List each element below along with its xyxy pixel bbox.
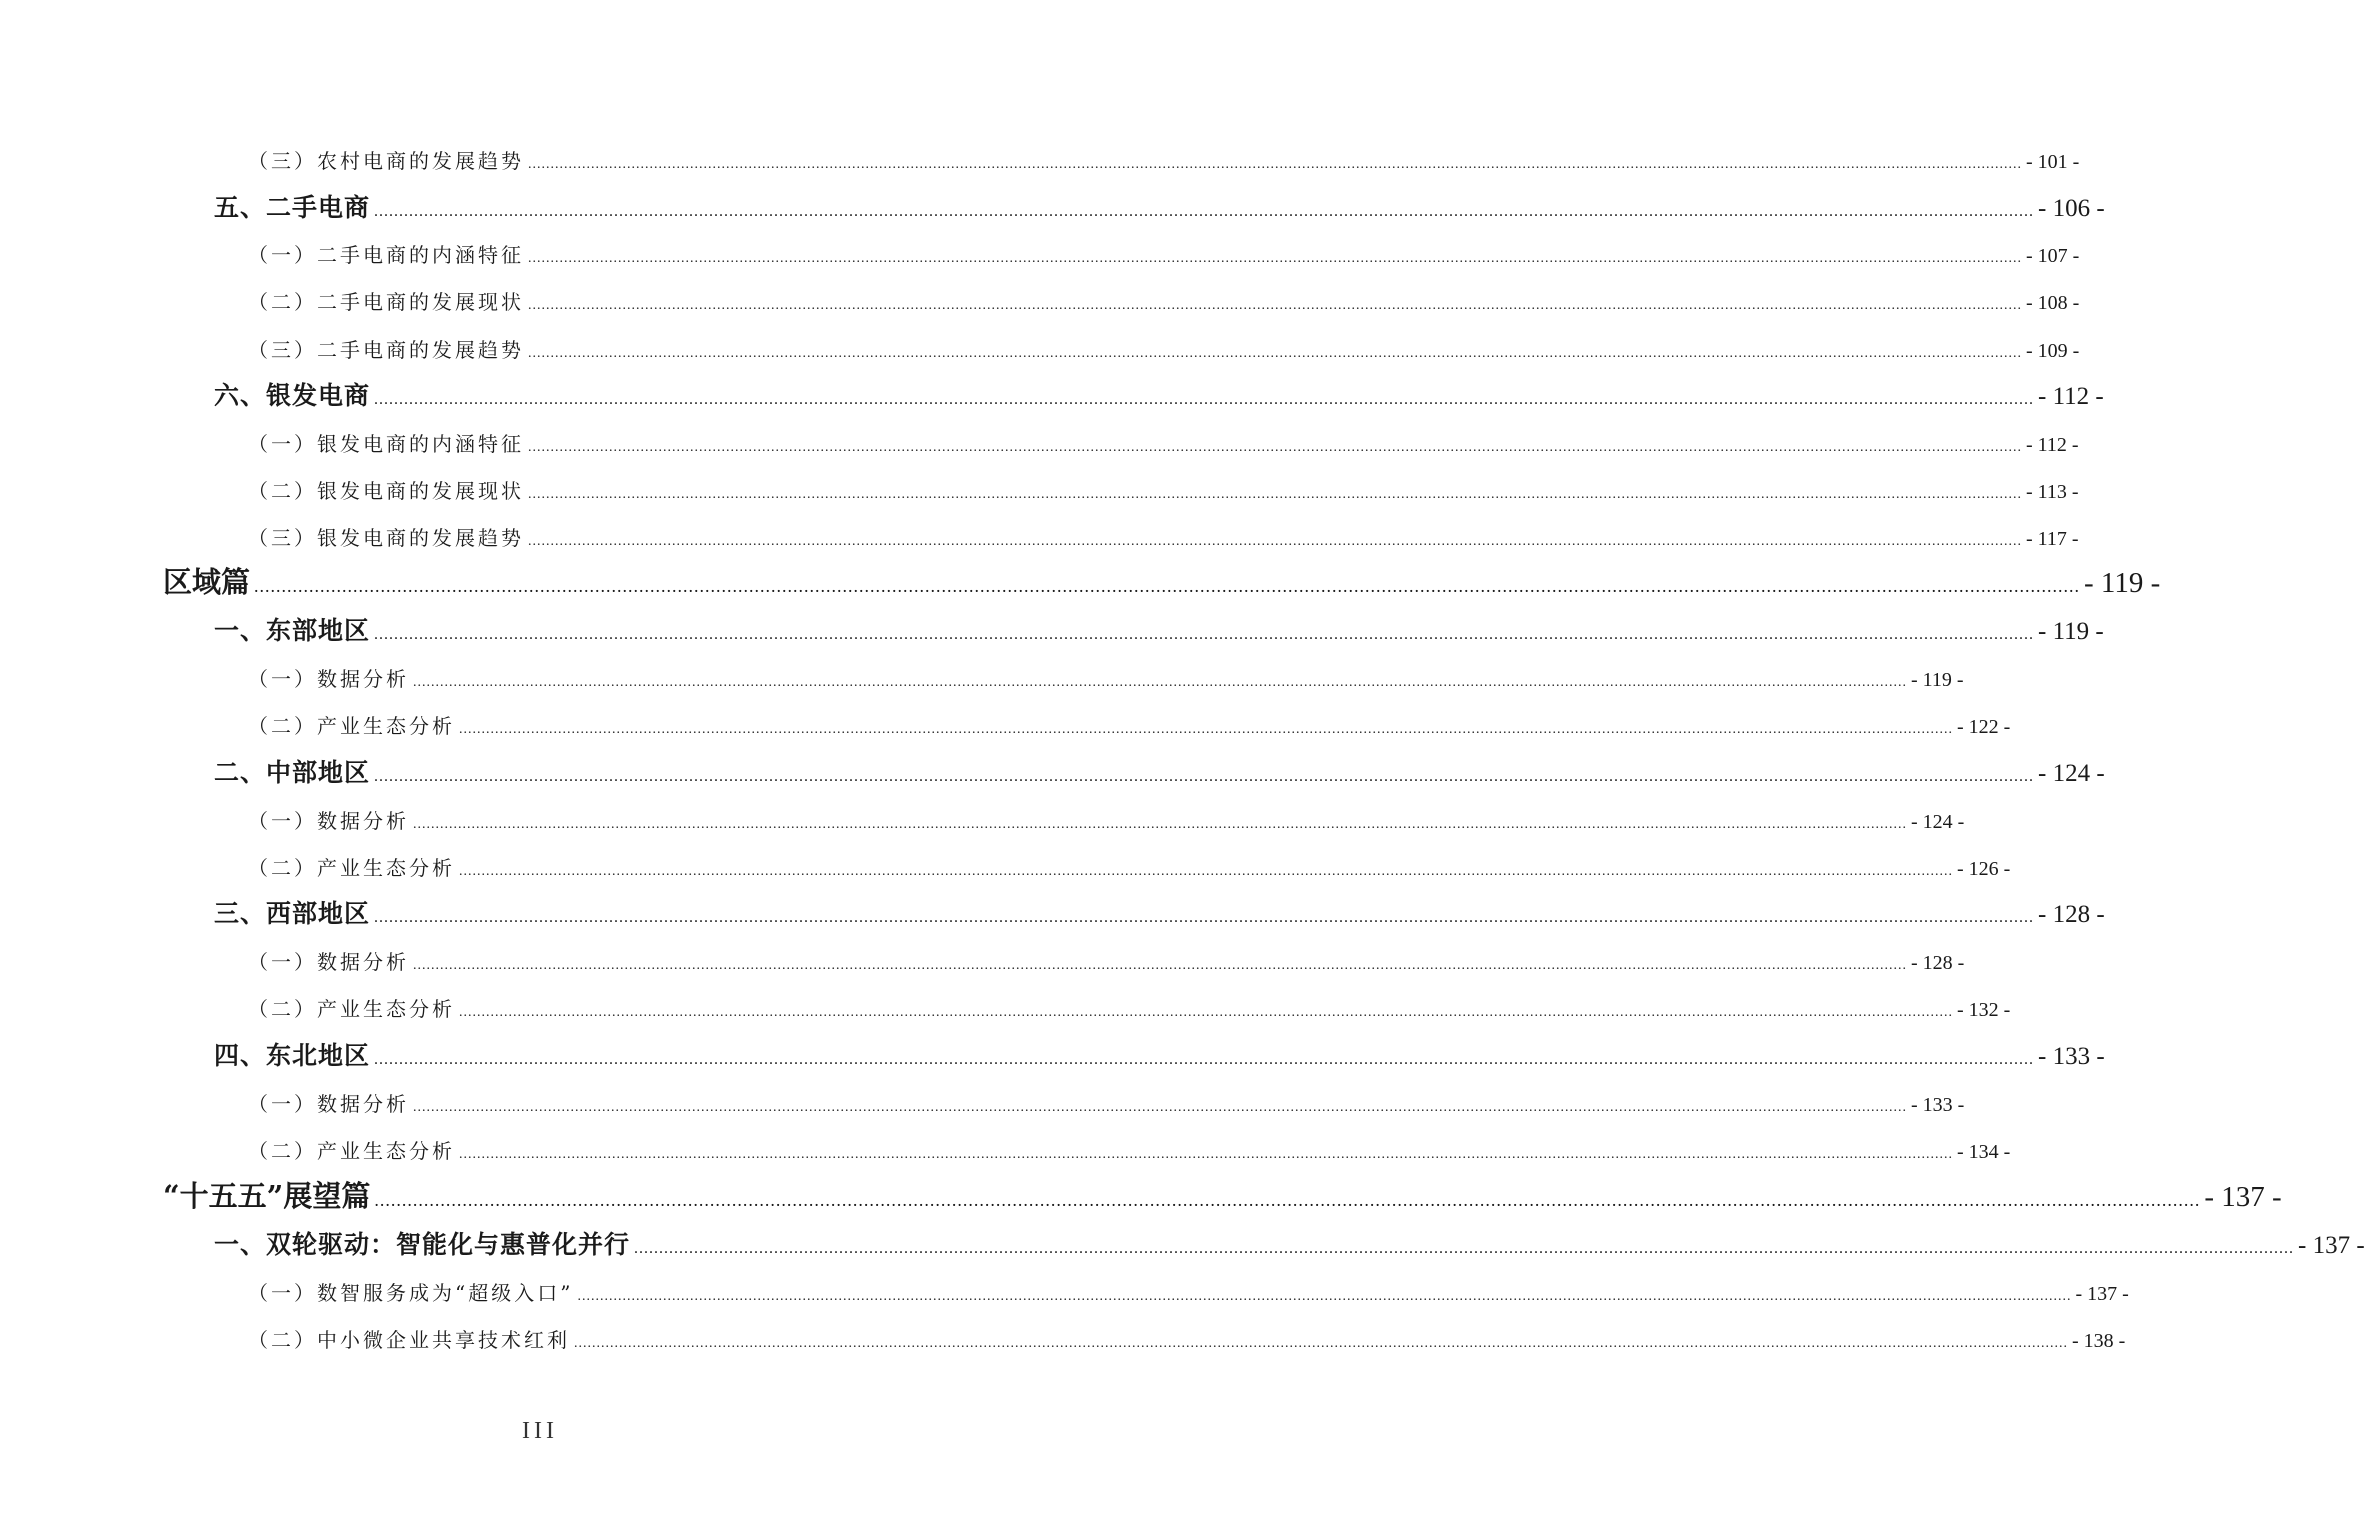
toc-entry-title: （一）数据分析 — [248, 950, 409, 974]
toc-entry-title: （二）产业生态分析 — [248, 856, 455, 880]
toc-entry-title: （三）农村电商的发展趋势 — [248, 149, 524, 173]
toc-entry-page: - 128 - — [2038, 901, 2105, 928]
toc-entry-title: （一）数智服务成为“超级入口” — [248, 1281, 574, 1305]
toc-entry-title: （二）产业生态分析 — [248, 997, 455, 1021]
toc-dot-leader: ............................................................................................................................................................................................................................................................................................................................................ — [413, 1100, 1907, 1115]
toc-entry-title: 四、东北地区 — [214, 1041, 371, 1070]
toc-entry-page: - 101 - — [2026, 151, 2080, 173]
toc-entry[interactable] — [214, 613, 2104, 649]
toc-entry[interactable] — [214, 896, 2105, 932]
toc-entry[interactable] — [214, 755, 2105, 791]
toc-dot-leader: ............................................................................................................................................................................................................................................................................................................................................ — [528, 440, 2022, 455]
toc-part-entry[interactable] — [163, 562, 2161, 602]
toc-entry-page: - 106 - — [2038, 195, 2105, 222]
toc-entry[interactable] — [248, 287, 2080, 317]
toc-entry[interactable] — [214, 190, 2105, 226]
toc-dot-leader: ............................................................................................................................................................................................................................................................................................................................................ — [374, 1051, 2035, 1068]
toc-entry-title: （一）数据分析 — [248, 667, 409, 691]
toc-entry[interactable] — [214, 1038, 2105, 1074]
toc-dot-leader: ............................................................................................................................................................................................................................................................................................................................................ — [413, 958, 1907, 973]
toc-entry-page: - 133 - — [1911, 1094, 1965, 1116]
toc-entry[interactable] — [248, 1325, 2126, 1355]
toc-entry-page: - 137 - — [2298, 1232, 2365, 1259]
toc-entry-page: - 134 - — [1957, 1141, 2011, 1163]
toc-entry[interactable] — [248, 1278, 2129, 1308]
toc-entry-title: 六、银发电商 — [214, 381, 371, 410]
toc-dot-leader: ............................................................................................................................................................................................................................................................................................................................................ — [459, 722, 1953, 737]
toc-entry[interactable] — [248, 240, 2080, 270]
toc-dot-leader: ............................................................................................................................................................................................................................................................................................................................................ — [374, 1190, 2201, 1210]
toc-dot-leader: ............................................................................................................................................................................................................................................................................................................................................ — [254, 576, 2081, 596]
toc-dot-leader: ............................................................................................................................................................................................................................................................................................................................................ — [528, 157, 2022, 172]
toc-dot-leader: ............................................................................................................................................................................................................................................................................................................................................ — [374, 909, 2035, 926]
toc-entry[interactable] — [214, 378, 2104, 414]
toc-dot-leader: ............................................................................................................................................................................................................................................................................................................................................ — [528, 487, 2022, 502]
toc-entry-title: （三）银发电商的发展趋势 — [248, 526, 524, 550]
toc-entry-title: （二）银发电商的发展现状 — [248, 479, 524, 503]
toc-dot-leader: ............................................................................................................................................................................................................................................................................................................................................ — [374, 391, 2035, 408]
toc-entry-page: - 117 - — [2026, 528, 2079, 550]
toc-dot-leader: ............................................................................................................................................................................................................................................................................................................................................ — [528, 346, 2022, 361]
toc-entry-page: - 113 - — [2026, 481, 2079, 503]
toc-entry-page: - 109 - — [2026, 340, 2080, 362]
toc-entry[interactable] — [248, 947, 1965, 977]
toc-entry-title: （一）数据分析 — [248, 809, 409, 833]
toc-entry[interactable] — [214, 1227, 2365, 1263]
toc-dot-leader: ............................................................................................................................................................................................................................................................................................................................................ — [528, 251, 2022, 266]
toc-entry[interactable] — [248, 994, 2011, 1024]
toc-entry-page: - 119 - — [1911, 669, 1964, 691]
toc-entry-page: - 124 - — [1911, 811, 1965, 833]
toc-entry[interactable] — [248, 476, 2079, 506]
toc-entry[interactable] — [248, 146, 2080, 176]
toc-entry-page: - 138 - — [2072, 1330, 2126, 1352]
toc-entry-page: - 137 - — [2204, 1181, 2282, 1213]
toc-entry-title: 一、东部地区 — [214, 616, 371, 645]
toc-entry-title: 三、西部地区 — [214, 899, 371, 928]
toc-dot-leader: ............................................................................................................................................................................................................................................................................................................................................ — [459, 864, 1953, 879]
toc-dot-leader: ............................................................................................................................................................................................................................................................................................................................................ — [374, 626, 2035, 643]
toc-entry-title: “十五五”展望篇 — [163, 1179, 371, 1213]
toc-entry-title: （二）产业生态分析 — [248, 714, 455, 738]
toc-entry-title: （二）产业生态分析 — [248, 1139, 455, 1163]
toc-part-entry[interactable] — [163, 1176, 2282, 1216]
toc-entry-page: - 133 - — [2038, 1043, 2105, 1070]
toc-entry[interactable] — [248, 806, 1965, 836]
toc-dot-leader: ............................................................................................................................................................................................................................................................................................................................................ — [374, 768, 2035, 785]
toc-entry-title: （二）二手电商的发展现状 — [248, 290, 524, 314]
toc-entry[interactable] — [248, 429, 2079, 459]
toc-dot-leader: ............................................................................................................................................................................................................................................................................................................................................ — [413, 675, 1907, 690]
toc-entry[interactable] — [248, 664, 1964, 694]
toc-entry-page: - 122 - — [1957, 716, 2011, 738]
page-number: III — [522, 1418, 558, 1444]
toc-entry-page: - 112 - — [2026, 434, 2079, 456]
toc-entry-title: 区域篇 — [163, 565, 251, 599]
toc-entry-title: （一）银发电商的内涵特征 — [248, 432, 524, 456]
toc-entry-page: - 112 - — [2038, 383, 2104, 410]
toc-dot-leader: ............................................................................................................................................................................................................................................................................................................................................ — [459, 1147, 1953, 1162]
toc-dot-leader: ............................................................................................................................................................................................................................................................................................................................................ — [413, 817, 1907, 832]
toc-entry-page: - 132 - — [1957, 999, 2011, 1021]
toc-entry-page: - 108 - — [2026, 292, 2080, 314]
toc-entry-title: （二）中小微企业共享技术红利 — [248, 1328, 570, 1352]
toc-entry[interactable] — [248, 335, 2080, 365]
toc-entry-page: - 137 - — [2075, 1283, 2129, 1305]
toc-entry-title: 二、中部地区 — [214, 758, 371, 787]
toc-dot-leader: ............................................................................................................................................................................................................................................................................................................................................ — [577, 1289, 2072, 1304]
toc-dot-leader: ............................................................................................................................................................................................................................................................................................................................................ — [574, 1336, 2068, 1351]
toc-entry-title: 一、双轮驱动：智能化与惠普化并行 — [214, 1230, 631, 1259]
toc-entry-page: - 119 - — [2038, 618, 2104, 645]
toc-entry-title: （一）数据分析 — [248, 1092, 409, 1116]
toc-dot-leader: ............................................................................................................................................................................................................................................................................................................................................ — [528, 298, 2022, 313]
toc-entry-page: - 107 - — [2026, 245, 2080, 267]
toc-entry[interactable] — [248, 1136, 2011, 1166]
toc-entry-title: （一）二手电商的内涵特征 — [248, 243, 524, 267]
toc-entry-page: - 119 - — [2084, 567, 2161, 599]
toc-entry-page: - 126 - — [1957, 858, 2011, 880]
toc-dot-leader: ............................................................................................................................................................................................................................................................................................................................................ — [528, 534, 2022, 549]
toc-entry[interactable] — [248, 1089, 1965, 1119]
toc-entry[interactable] — [248, 711, 2011, 741]
toc-dot-leader: ............................................................................................................................................................................................................................................................................................................................................ — [459, 1005, 1953, 1020]
toc-dot-leader: ............................................................................................................................................................................................................................................................................................................................................ — [374, 203, 2035, 220]
toc-entry[interactable] — [248, 523, 2079, 553]
toc-dot-leader: ............................................................................................................................................................................................................................................................................................................................................ — [634, 1240, 2295, 1257]
toc-entry-page: - 128 - — [1911, 952, 1965, 974]
toc-entry-title: 五、二手电商 — [214, 193, 371, 222]
toc-entry-title: （三）二手电商的发展趋势 — [248, 338, 524, 362]
toc-entry-page: - 124 - — [2038, 760, 2105, 787]
toc-entry[interactable] — [248, 853, 2011, 883]
